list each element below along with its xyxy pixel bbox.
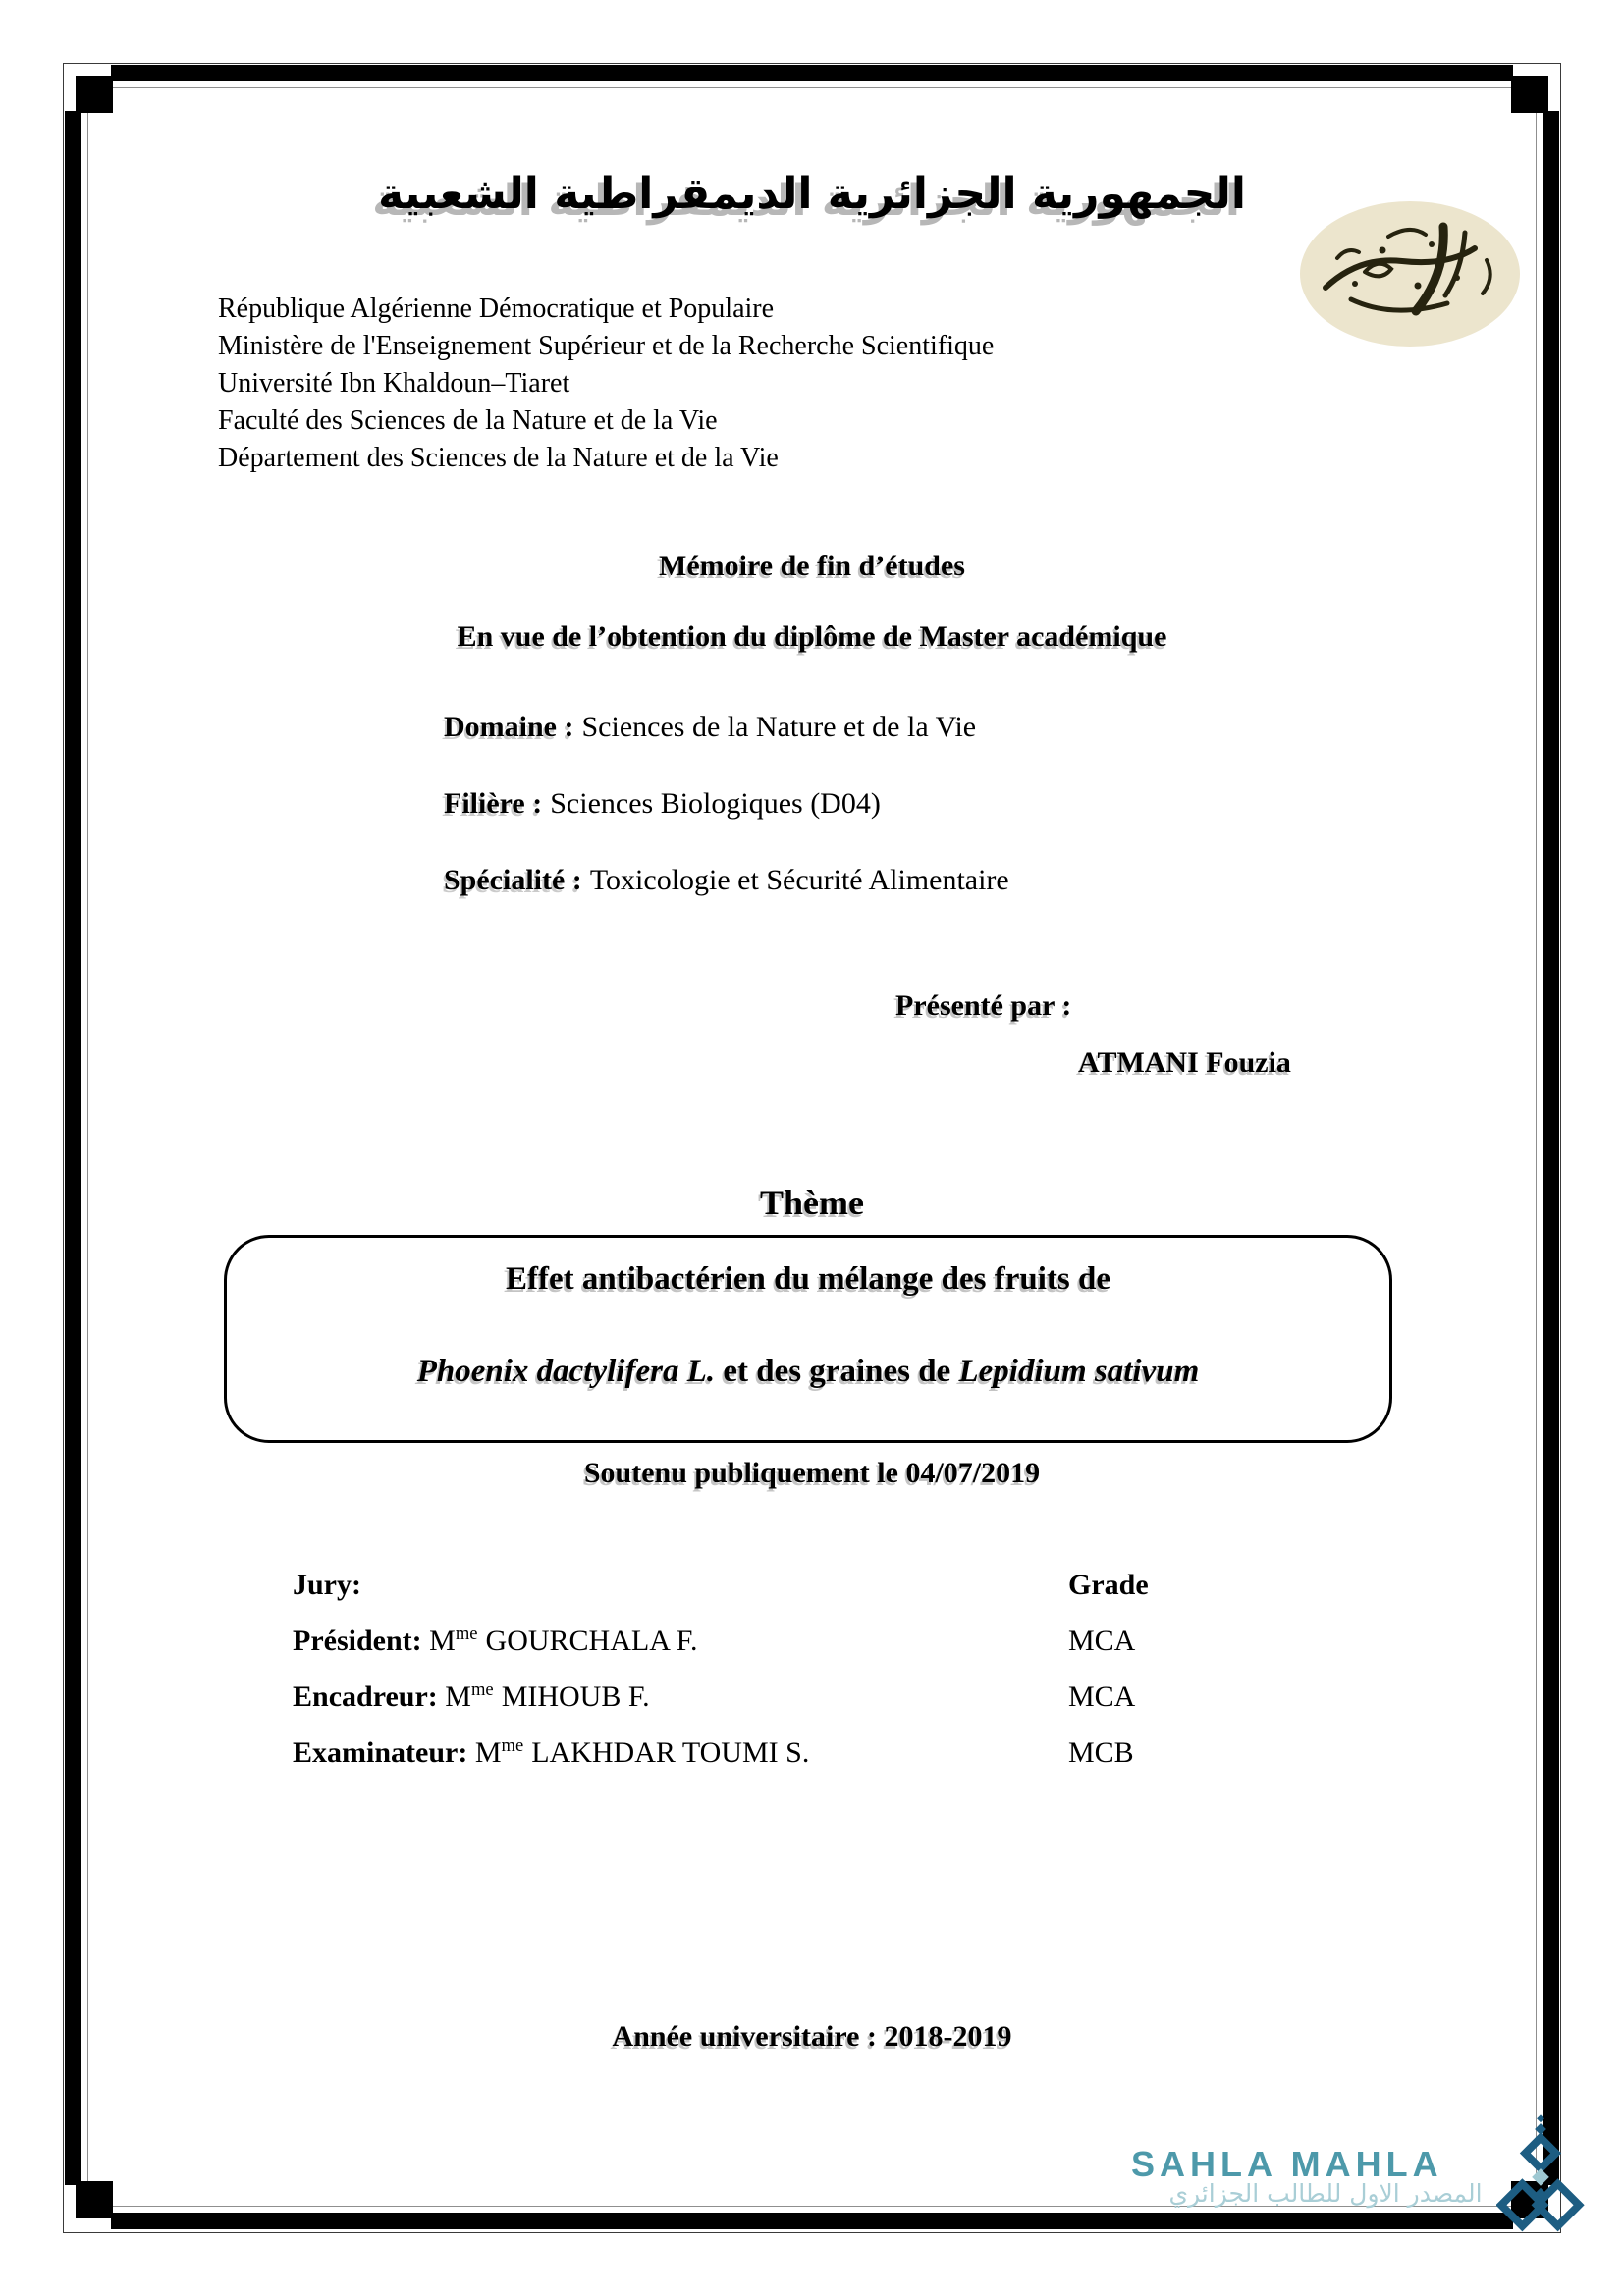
jury-role: Encadreur: [293, 1681, 438, 1713]
jury-member [293, 1681, 1068, 1714]
thesis-title-line1: Effet antibactérien du mélange des fruits de [506, 1261, 1110, 1297]
field-label: Filière : [444, 787, 543, 820]
title-connector: et des graines de [715, 1354, 959, 1389]
jury-grade: MCA [1068, 1681, 1136, 1713]
program-fields [444, 711, 1009, 940]
field-value: Sciences de la Nature et de la Vie [581, 711, 977, 743]
institution-line: Faculté des Sciences de la Nature et de la Vie [218, 405, 718, 436]
jury-grade: MCB [1068, 1736, 1134, 1769]
objective-heading: En vue de l’obtention du diplôme de Master académique [457, 620, 1167, 653]
watermark-tagline: المصدر الاول للطالب الجزائري [1168, 2179, 1483, 2208]
field-filiere [444, 787, 1009, 821]
field-domaine [444, 711, 1009, 744]
presented-by-label: Présenté par : [895, 989, 1072, 1022]
institution-line: Université Ibn Khaldoun–Tiaret [218, 368, 570, 399]
institution-line: République Algérienne Démocratique et Populaire [218, 294, 775, 324]
species-name: Phoenix dactylifera L. [416, 1354, 716, 1389]
jury-role: Président: [293, 1625, 422, 1657]
institution-line: Ministère de l'Enseignement Supérieur et de la Recherche Scientifique [218, 331, 995, 361]
field-label: Domaine : [444, 711, 574, 743]
honorific: M [474, 1736, 502, 1769]
watermark-brand: SAHLA MAHLA [1131, 2144, 1443, 2184]
species-name: Lepidium sativum [958, 1354, 1200, 1389]
jury-grade: MCA [1068, 1625, 1136, 1657]
institution-block [218, 291, 994, 477]
honorific: M [429, 1625, 456, 1657]
jury-member [293, 1625, 1068, 1658]
memoire-heading: Mémoire de fin d’études [659, 550, 965, 582]
institution-line: Département des Sciences de la Nature et de la Vie [218, 443, 779, 473]
theme-heading: Thème [760, 1183, 864, 1222]
defense-date-line: Soutenu publiquement le 04/07/2019 [583, 1457, 1041, 1489]
thesis-title-line2 [227, 1354, 1389, 1390]
jury-row-examinateur [293, 1736, 1176, 1792]
jury-member-name: GOURCHALA F. [485, 1625, 698, 1657]
jury-role: Examinateur: [293, 1736, 468, 1769]
jury-member [293, 1736, 1068, 1770]
jury-member-name: LAKHDAR TOUMI S. [531, 1736, 810, 1769]
jury-header-grade: Grade [1068, 1569, 1149, 1601]
arabic-republic-title: الجمهورية الجزائرية الديمقراطية الشعبية [378, 169, 1246, 219]
field-value: Toxicologie et Sécurité Alimentaire [589, 864, 1009, 896]
jury-row-encadreur [293, 1681, 1176, 1736]
honorific-sup: me [501, 1735, 524, 1756]
honorific-sup: me [470, 1680, 494, 1700]
field-specialite [444, 864, 1009, 897]
university-seal-icon [1298, 199, 1522, 348]
honorific: M [445, 1681, 471, 1713]
watermark-logo-icon [1496, 2114, 1585, 2234]
author-name: ATMANI Fouzia [1078, 1046, 1291, 1079]
field-value: Sciences Biologiques (D04) [550, 787, 881, 820]
thesis-title-box [224, 1235, 1392, 1443]
jury-header-row [293, 1569, 1176, 1625]
field-label: Spécialité : [444, 864, 582, 896]
jury-row-president [293, 1625, 1176, 1681]
jury-member-name: MIHOUB F. [501, 1681, 650, 1713]
honorific-sup: me [455, 1624, 478, 1644]
academic-year-line: Année universitaire : 2018-2019 [612, 2020, 1012, 2053]
jury-table [293, 1569, 1176, 1792]
jury-header-left: Jury: [293, 1569, 361, 1601]
